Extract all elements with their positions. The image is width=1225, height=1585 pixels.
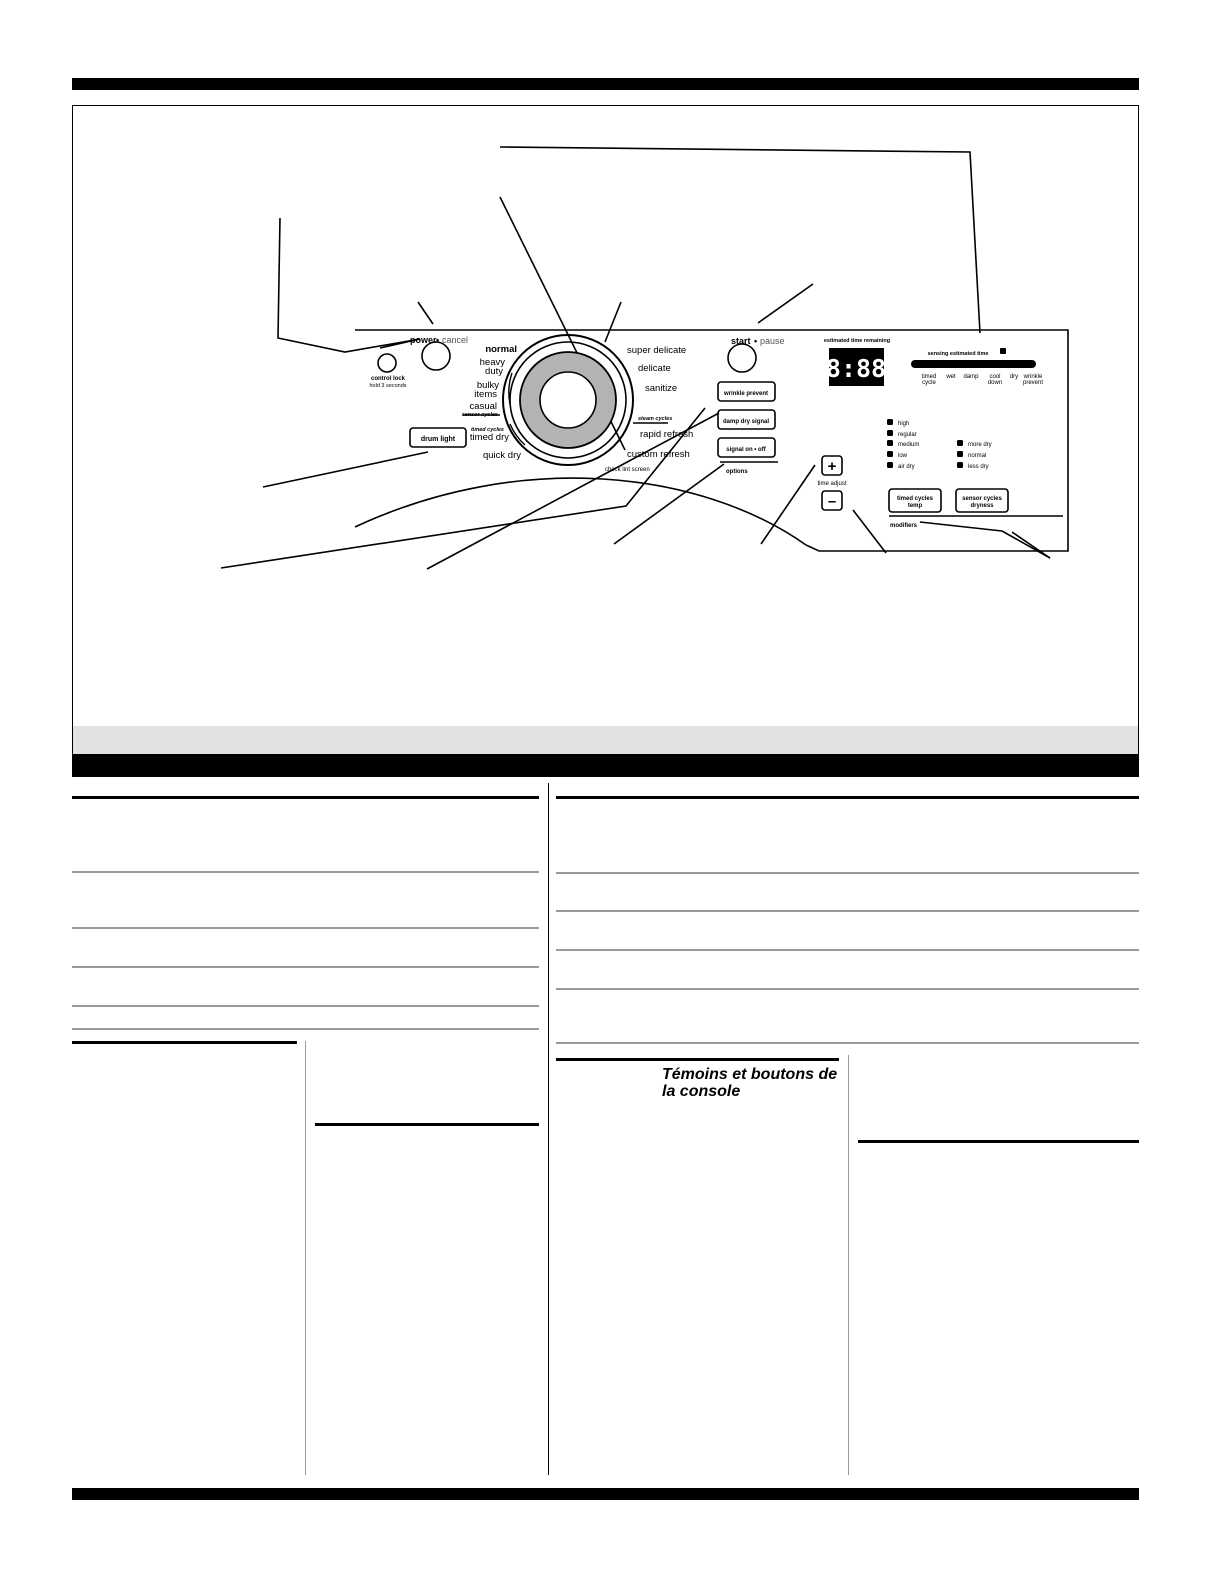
right-rule-2	[556, 872, 1139, 874]
left-sub-divider	[305, 1041, 306, 1475]
right-sub-heading-rule-2	[858, 1140, 1139, 1143]
cycle-delicate: delicate	[638, 363, 671, 374]
option-signal: signal on • off	[726, 447, 766, 453]
cycle-items: items	[474, 389, 497, 400]
left-rule-1	[72, 796, 539, 799]
stage-cycle: cycle	[922, 380, 936, 386]
bottom-rule	[72, 1488, 1139, 1500]
stage-prevent: prevent	[1022, 380, 1044, 386]
cycle-heavy: heavy	[479, 357, 505, 368]
time-adjust-label: time adjust	[817, 481, 847, 487]
temp-air-dry: air dry	[898, 464, 915, 470]
left-rule-4	[72, 966, 539, 968]
stage-cool: cool	[989, 374, 1001, 380]
start-label: start	[731, 336, 751, 346]
cycle-casual: casual	[469, 401, 497, 412]
hold-label: hold 3 seconds	[369, 383, 407, 389]
sensing-label: sensing estimated time	[927, 351, 989, 357]
stage-timed: timed	[921, 374, 937, 380]
french-console-heading	[556, 1066, 839, 1100]
modifiers-label: modifiers	[890, 523, 918, 529]
stage-damp: damp	[963, 374, 979, 380]
minus-icon: –	[827, 493, 837, 510]
cycle-bulky: bulky	[476, 380, 499, 391]
right-rule-1	[556, 796, 1139, 799]
temp-medium: medium	[898, 442, 920, 448]
cycle-rapid-refresh: rapid refresh	[640, 429, 694, 440]
cycle-timed-dry: timed dry	[469, 432, 509, 443]
column-divider	[548, 783, 549, 1475]
right-sub-heading-rule	[556, 1058, 839, 1061]
option-damp-dry-signal: damp dry signal	[722, 419, 770, 425]
dryness-more: more dry	[968, 442, 992, 448]
right-rule-6	[556, 1042, 1139, 1044]
option-wrinkle-prevent: wrinkle prevent	[723, 391, 769, 397]
svg-text:•: •	[754, 336, 758, 346]
stage-wet: wet	[946, 374, 956, 380]
right-sub-divider	[848, 1055, 849, 1475]
cancel-label: cancel	[442, 335, 469, 345]
stage-dry: dry	[1009, 374, 1019, 380]
mod-temp-line1: timed cycles	[896, 496, 934, 502]
left-rule-6	[72, 1028, 539, 1030]
estimated-time-label: estimated time remaining	[823, 338, 891, 344]
cycle-normal: normal	[485, 344, 517, 355]
temp-regular: regular	[898, 432, 917, 438]
timed-cycles-label: timed cycles	[470, 427, 504, 433]
temp-low: low	[898, 453, 908, 459]
left-sub-heading-rule-2	[315, 1123, 539, 1126]
right-rule-3	[556, 910, 1139, 912]
mod-temp-line2: temp	[907, 503, 923, 509]
french-console-heading-text: Témoins et boutons de la console	[662, 1066, 838, 1100]
steam-cycles-label: steam cycles	[638, 416, 673, 422]
options-label: options	[726, 469, 748, 475]
power-label: power	[410, 335, 437, 345]
cycle-custom-refresh: custom refresh	[627, 449, 690, 460]
drum-light-label: drum light	[420, 436, 456, 443]
stage-wrinkle: wrinkle	[1023, 374, 1043, 380]
plus-icon: +	[827, 458, 837, 475]
mod-dryness-line2: dryness	[970, 503, 994, 509]
check-lint-label: check lint screen	[605, 467, 650, 473]
sensor-cycles-label: sensor cycles	[461, 412, 498, 418]
dryness-normal: normal	[968, 453, 987, 459]
cycle-quick-dry: quick dry	[482, 450, 521, 461]
left-rule-2	[72, 871, 539, 873]
left-rule-3	[72, 927, 539, 929]
cycle-duty: duty	[485, 366, 503, 377]
left-sub-heading-rule	[72, 1041, 297, 1044]
time-display: 8:88	[825, 354, 887, 383]
temp-high: high	[898, 421, 910, 427]
cycle-sanitize: sanitize	[645, 383, 678, 394]
control-lock-label: control lock	[370, 376, 406, 382]
mod-dryness-line1: sensor cycles	[962, 496, 1002, 502]
left-rule-5	[72, 1005, 539, 1007]
pause-label: pause	[760, 336, 785, 346]
svg-text:•: •	[436, 335, 440, 345]
right-rule-5	[556, 988, 1139, 990]
right-rule-4	[556, 949, 1139, 951]
dryness-less: less dry	[968, 464, 989, 470]
cycle-super-delicate: super delicate	[627, 345, 687, 356]
stage-down: down	[987, 380, 1003, 386]
